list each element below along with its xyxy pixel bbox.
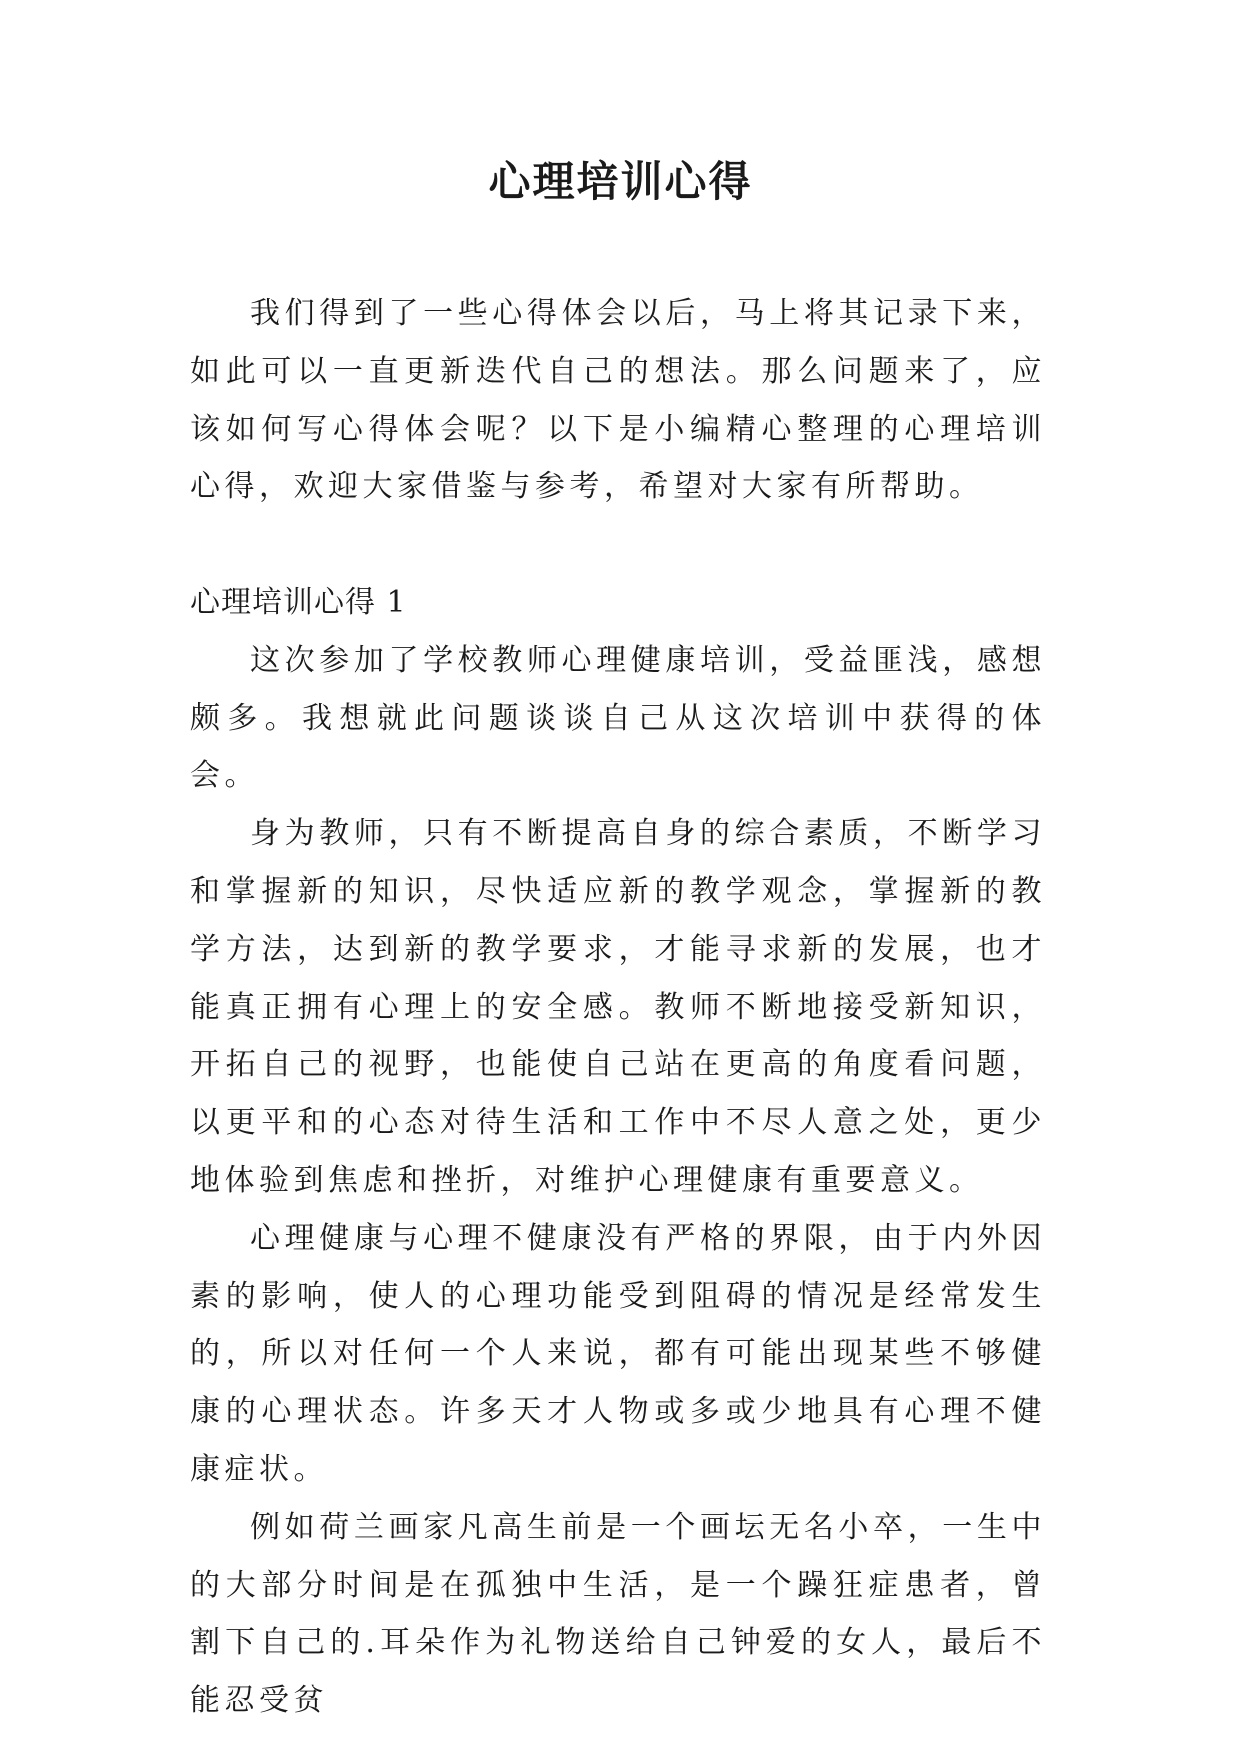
body-paragraph: 心理健康与心理不健康没有严格的界限，由于内外因素的影响，使人的心理功能受到阻碍的情况是经常发生的，所以对任何一个人来说，都有可能出现某些不够健康的心理状态。许多天才人物或多或少地具有心理不健康症状。 — [190, 1220, 1046, 1487]
document-body — [190, 285, 1046, 1730]
section-heading: 心理培训心得 1 — [190, 584, 407, 620]
body-paragraph: 这次参加了学校教师心理健康培训，受益匪浅，感想颇多。我想就此问题谈谈自己从这次培训中获得的体会。 — [190, 642, 1046, 794]
document-title: 心理培训心得 — [488, 157, 753, 206]
intro-paragraph: 我们得到了一些心得体会以后，马上将其记录下来，如此可以一直更新迭代自己的想法。那么问题来了，应该如何写心得体会呢？以下是小编精心整理的心理培训心得，欢迎大家借鉴与参考，希望对大家有所帮助。 — [190, 296, 1046, 505]
body-paragraph: 身为教师，只有不断提高自身的综合素质，不断学习和掌握新的知识，尽快适应新的教学观念，掌握新的教学方法，达到新的教学要求，才能寻求新的发展，也才能真正拥有心理上的安全感。教师不断地接受新知识，开拓自己的视野，也能使自己站在更高的角度看问题，以更平和的心态对待生活和工作中不尽人意之处，更少地体验到焦虑和挫折，对维护心理健康有重要意义。 — [190, 816, 1046, 1198]
body-paragraph: 例如荷兰画家凡高生前是一个画坛无名小卒，一生中的大部分时间是在孤独中生活，是一个躁狂症患者，曾割下自己的.耳朵作为礼物送给自己钟爱的女人，最后不能忍受贫 — [190, 1509, 1046, 1719]
